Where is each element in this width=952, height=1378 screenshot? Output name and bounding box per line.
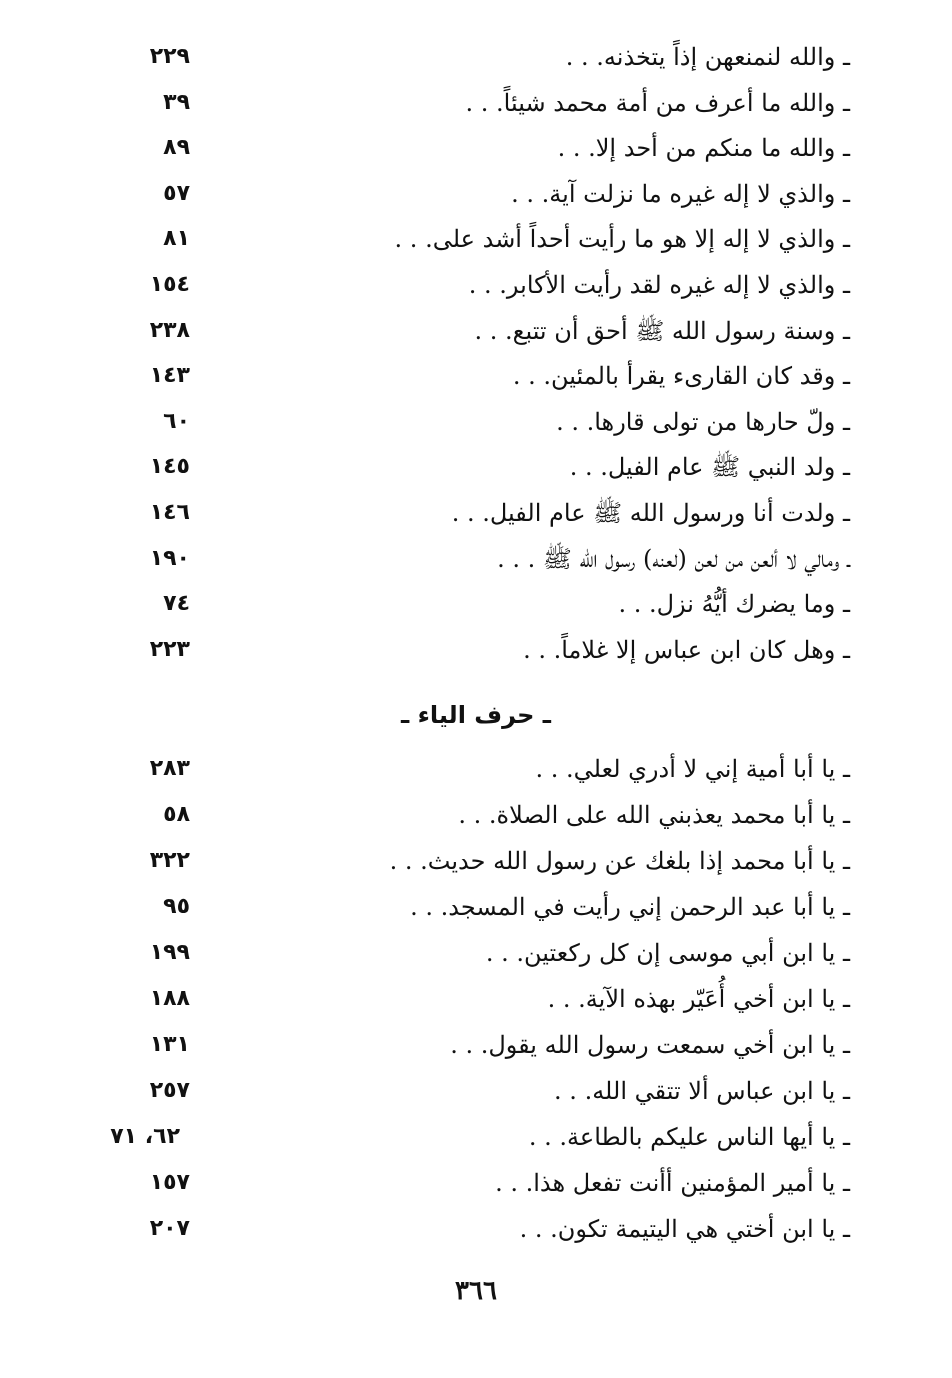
index-entry	[0, 792, 952, 838]
index-entry	[0, 930, 952, 976]
entry-text: ـ ومالي لا ألعن من لعن (لعنه) رسول الله ﷺ . . .	[497, 545, 850, 573]
entry-text: ـ ولدت أنا ورسول الله ﷺ عام الفيل. . .	[451, 499, 850, 527]
index-entry	[0, 884, 952, 930]
index-entry	[0, 399, 952, 445]
index-entry	[0, 1068, 952, 1114]
entry-text: ـ والذي لا إله غيره ما نزلت آية. . .	[511, 180, 850, 208]
entry-page-ref: ١٥٤	[149, 272, 190, 297]
index-entry	[0, 34, 952, 80]
index-entry	[0, 1206, 952, 1252]
entry-text: ـ وهل كان ابن عباس إلا غلاماً. . .	[523, 636, 850, 664]
index-entry	[0, 171, 952, 217]
entry-text: ـ وسنة رسول الله ﷺ أحق أن تتبع. . .	[474, 317, 850, 345]
index-entry	[0, 1160, 952, 1206]
entry-text: ـ يا ابن أبي موسى إن كل ركعتين. . .	[485, 939, 850, 967]
entry-page-ref: ٥٧	[163, 181, 190, 206]
entry-text: ـ والذي لا إله غيره لقد رأيت الأكابر. . .	[468, 271, 850, 299]
entry-text: ـ يا أيها الناس عليكم بالطاعة. . .	[528, 1123, 850, 1151]
entry-page-ref: ٩٥	[163, 894, 190, 919]
entry-page-ref: ٢٢٣	[149, 637, 190, 662]
index-entry	[0, 80, 952, 126]
index-entry	[0, 490, 952, 536]
entry-page-ref: ٢٥٧	[149, 1078, 190, 1103]
entry-page-ref: ١٨٨	[149, 986, 190, 1011]
entry-page-ref: ٣٩	[163, 90, 190, 115]
entry-text: ـ ولد النبي ﷺ عام الفيل. . .	[569, 453, 850, 481]
index-entry	[0, 125, 952, 171]
index-entry	[0, 262, 952, 308]
index-entry	[0, 627, 952, 673]
entry-page-ref: ١٩٠	[149, 546, 190, 571]
index-entry	[0, 838, 952, 884]
index-entry	[0, 353, 952, 399]
entry-text: ـ والله ما أعرف من أمة محمد شيئاً. . .	[465, 89, 850, 117]
entry-page-ref: ٢٣٨	[149, 318, 190, 343]
index-entry	[0, 1022, 952, 1068]
entry-text: ـ يا أبا محمد يعذبني الله على الصلاة. . .	[458, 801, 850, 829]
page-number: ٣٦٦	[455, 1276, 497, 1306]
entry-text: ـ يا أبا أمية إني لا أدري لعلي. . .	[535, 755, 850, 783]
index-entry	[0, 746, 952, 792]
section-heading: ـ حرف الياء ـ	[401, 701, 551, 729]
entry-text: ـ وقد كان القارىء يقرأ بالمئين. . .	[512, 362, 850, 390]
entry-text: ـ يا أبا محمد إذا بلغك عن رسول الله حديث. . .	[389, 847, 850, 875]
entry-text: ـ يا أمير المؤمنين أأنت تفعل هذا. . .	[495, 1169, 850, 1197]
entry-page-ref: ١٤٥	[149, 454, 190, 479]
entry-page-ref: ١٥٧	[149, 1170, 190, 1195]
entry-page-ref: ٢٨٣	[149, 756, 190, 781]
entry-text: ـ ولّ حارها من تولى قارها. . .	[556, 408, 850, 436]
entry-text: ـ يا ابن أختي هي اليتيمة تكون. . .	[519, 1215, 850, 1243]
entry-page-ref: ٦٠	[163, 409, 190, 434]
entry-text: ـ يا ابن أخي سمعت رسول الله يقول. . .	[450, 1031, 850, 1059]
entry-page-ref: ٢٠٧	[149, 1216, 190, 1241]
entry-text: ـ والله لنمنعهن إذاً يتخذنه. . .	[565, 43, 850, 71]
entry-page-ref: ١٤٦	[149, 500, 190, 525]
index-entry	[0, 216, 952, 262]
index-entry	[0, 308, 952, 354]
entry-page-ref: ٢٢٩	[149, 44, 190, 69]
entry-page-ref: ١٣١	[149, 1032, 190, 1057]
entry-text: ـ وما يضرك أيُّهُ نزل. . .	[618, 590, 850, 618]
entry-page-ref: ١٩٩	[149, 940, 190, 965]
entry-text: ـ يا ابن أخي أُعَيّر بهذه الآية. . .	[547, 985, 850, 1013]
entry-page-ref: ٨١	[163, 226, 190, 251]
index-entry	[0, 536, 952, 582]
entry-page-ref: ٦٢، ٧١	[110, 1124, 180, 1149]
entry-text: ـ يا أبا عبد الرحمن إني رأيت في المسجد. . .	[410, 893, 850, 921]
index-entry	[0, 1114, 952, 1160]
entry-page-ref: ٨٩	[163, 135, 190, 160]
entry-page-ref: ١٤٣	[149, 363, 190, 388]
entry-text: ـ والله ما منكم من أحد إلا. . .	[557, 134, 850, 162]
entry-text: ـ والذي لا إله إلا هو ما رأيت أحداً أشد على. . .	[394, 225, 850, 253]
entry-page-ref: ٥٨	[163, 802, 190, 827]
entry-page-ref: ٣٢٢	[149, 848, 190, 873]
entry-page-ref: ٧٤	[163, 591, 190, 616]
entry-text: ـ يا ابن عباس ألا تتقي الله. . .	[554, 1077, 850, 1105]
index-entry	[0, 976, 952, 1022]
index-entry	[0, 444, 952, 490]
index-entry	[0, 581, 952, 627]
